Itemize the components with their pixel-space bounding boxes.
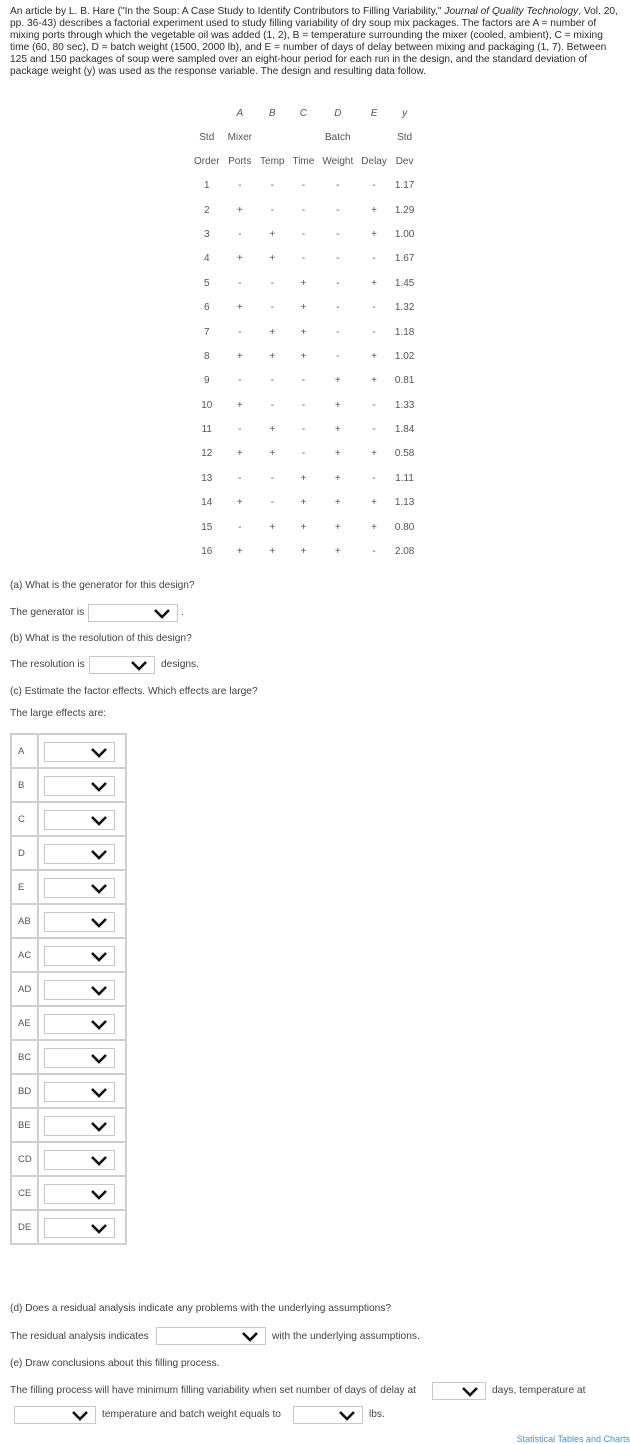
residual-label: The residual analysis indicates: [10, 1331, 149, 1342]
table-cell: 6: [204, 302, 210, 314]
table-cell: Batch: [325, 132, 351, 143]
table-cell: 1.32: [394, 302, 415, 314]
effect-label: AC: [11, 938, 38, 972]
table-cell: -: [336, 228, 340, 240]
table-cell: B: [268, 108, 276, 119]
table-cell: -: [372, 180, 376, 192]
table-cell: +: [236, 253, 243, 265]
chevron-down-icon: [90, 883, 108, 894]
effect-cell: [38, 1176, 126, 1210]
effect-row: [11, 1142, 126, 1176]
table-cell: +: [371, 448, 377, 460]
table-row: [190, 394, 418, 418]
chevron-down-icon: [90, 1121, 108, 1132]
table-cell: -: [270, 399, 274, 411]
chevron-down-icon: [90, 1155, 108, 1166]
table-cell: +: [371, 497, 377, 509]
table-cell: Weight: [322, 156, 354, 167]
table-cell: +: [334, 521, 341, 533]
table-cell: +: [300, 326, 307, 338]
table-cell: +: [371, 375, 377, 387]
table-cell: -: [336, 180, 340, 192]
effect-label: AD: [11, 972, 38, 1006]
table-row: [190, 369, 418, 393]
table-cell: -: [238, 180, 242, 192]
effect-row: [11, 1108, 126, 1142]
table-cell: Ports: [228, 156, 252, 167]
table-cell: [256, 126, 288, 150]
table-row: [190, 223, 418, 247]
table-cell: +: [269, 350, 276, 362]
table-cell: Std: [397, 132, 413, 143]
table-cell: [357, 126, 391, 150]
chevron-down-icon: [90, 951, 108, 962]
table-cell: +: [300, 277, 307, 289]
table-cell: -: [238, 228, 242, 240]
effect-cell: [38, 802, 126, 836]
table-cell: -: [336, 326, 340, 338]
effect-label: AB: [11, 904, 38, 938]
table-cell: +: [300, 302, 307, 314]
table-cell: +: [300, 546, 307, 558]
effect-row: [11, 870, 126, 904]
table-cell: -: [238, 521, 242, 533]
effect-row: [11, 1074, 126, 1108]
table-cell: +: [371, 350, 377, 362]
table-cell: +: [236, 497, 243, 509]
table-cell: y: [402, 108, 408, 119]
effect-cell: [38, 1040, 126, 1074]
effect-row: [11, 1176, 126, 1210]
table-cell: -: [372, 399, 376, 411]
effect-cell: [38, 836, 126, 870]
effect-label: C: [11, 802, 38, 836]
table-cell: +: [334, 375, 341, 387]
table-cell: -: [238, 472, 242, 484]
effect-row: [11, 802, 126, 836]
chevron-down-icon: [90, 747, 108, 758]
table-cell: +: [334, 497, 341, 509]
table-cell: 7: [204, 326, 210, 338]
table-cell: +: [269, 521, 276, 533]
table-cell: [288, 126, 318, 150]
table-cell: 3: [204, 228, 210, 240]
table-cell: 1.67: [394, 253, 415, 265]
design-table: [190, 102, 418, 564]
table-cell: 1.00: [394, 228, 415, 240]
table-cell: +: [269, 546, 276, 558]
table-cell: 4: [204, 253, 210, 265]
table-row: [190, 198, 418, 222]
table-cell: E: [370, 108, 378, 119]
effects-table: [10, 733, 127, 1245]
chevron-down-icon: [461, 1386, 479, 1397]
question-d: (d) Does a residual analysis indicate any problems with the underlying assumptions?: [10, 1303, 392, 1314]
effect-cell: [38, 1210, 126, 1244]
table-cell: -: [270, 472, 274, 484]
table-cell: +: [269, 253, 276, 265]
table-cell: +: [371, 521, 377, 533]
table-cell: -: [336, 350, 340, 362]
table-cell: +: [371, 228, 377, 240]
table-cell: -: [301, 204, 306, 216]
effect-label: B: [11, 768, 38, 802]
table-cell: 0.80: [394, 521, 415, 533]
effect-row: [11, 904, 126, 938]
table-cell: 9: [204, 375, 210, 387]
table-cell: +: [236, 204, 243, 216]
table-cell: +: [236, 399, 243, 411]
table-cell: [190, 102, 224, 126]
effect-cell: [38, 1074, 126, 1108]
table-row: [190, 272, 418, 296]
chevron-down-icon: [90, 1223, 108, 1234]
table-cell: A: [236, 108, 244, 119]
table-cell: +: [334, 399, 341, 411]
table-cell: +: [300, 350, 307, 362]
table-cell: -: [270, 204, 274, 216]
table-cell: Time: [292, 156, 315, 167]
effect-cell: [38, 972, 126, 1006]
effect-label: BD: [11, 1074, 38, 1108]
table-cell: 15: [201, 521, 213, 533]
effect-row: [11, 938, 126, 972]
table-cell: +: [236, 302, 243, 314]
table-row: [190, 126, 418, 150]
chevron-down-icon: [241, 1331, 259, 1342]
temperature-select[interactable]: [14, 1406, 96, 1424]
table-cell: -: [301, 424, 306, 436]
table-cell: 0.81: [394, 375, 415, 387]
table-cell: 12: [201, 448, 213, 460]
table-cell: Temp: [260, 156, 285, 167]
table-cell: +: [334, 546, 341, 558]
chevron-down-icon: [90, 1087, 108, 1098]
table-cell: +: [371, 277, 377, 289]
table-cell: -: [336, 253, 340, 265]
table-cell: -: [372, 472, 376, 484]
journal-title: Journal of Quality Technology: [444, 6, 579, 17]
table-cell: -: [372, 326, 376, 338]
table-cell: -: [270, 277, 274, 289]
table-cell: -: [301, 253, 306, 265]
table-cell: 1.02: [394, 350, 415, 362]
effect-label: DE: [11, 1210, 38, 1244]
table-cell: +: [269, 448, 276, 460]
chevron-down-icon: [90, 781, 108, 792]
chevron-down-icon: [338, 1410, 356, 1421]
conclusion-part1: The filling process will have minimum filling variability when set number of days of delay at: [10, 1385, 416, 1396]
chevron-down-icon: [153, 608, 171, 619]
problem-statement: An article by L. B. Hare ("In the Soup: A Case Study to Identify Contributors to Filling Variability," Journal of Quality Technology, Vol. 20, pp. 36-43) describes a factorial experiment used to study filling variability of dry soup mix packages. The factors are A = number of mixing ports through which the vegetable oil was added (1, 2), B = temperature surrounding the mixer (cooled, ambient), C = mixing time (60, 80 sec), D = batch weight (1500, 2000 lb), and E = number of days of delay between mixing and packaging (1, 7). Between 125 and 150 packages of soup were sampled over an eight-hour period for each run in the design, and the standard deviation of package weight (y) was used as the response variable. The design and resulting data follow.: [10, 6, 618, 77]
question-a: (a) What is the generator for this design?: [10, 580, 195, 591]
effect-cell: [38, 870, 126, 904]
table-cell: -: [372, 253, 376, 265]
effect-cell: [38, 938, 126, 972]
table-cell: 1.45: [394, 277, 415, 289]
effect-select[interactable]: [44, 1082, 115, 1102]
table-cell: 0.58: [394, 448, 415, 460]
table-cell: 1.33: [394, 399, 415, 411]
effect-row: [11, 734, 126, 768]
chevron-down-icon: [90, 1189, 108, 1200]
question-b: (b) What is the resolution of this design?: [10, 633, 192, 644]
batch-weight-select[interactable]: [293, 1406, 363, 1424]
table-cell: +: [300, 472, 307, 484]
chevron-down-icon: [90, 1053, 108, 1064]
effect-select[interactable]: [44, 1116, 115, 1136]
table-cell: 13: [201, 472, 213, 484]
question-e: (e) Draw conclusions about this filling process.: [10, 1358, 220, 1369]
table-cell: 1.17: [394, 180, 415, 192]
table-cell: +: [300, 497, 307, 509]
effect-row: [11, 1040, 126, 1074]
table-cell: +: [334, 424, 341, 436]
table-cell: -: [270, 497, 274, 509]
residual-select[interactable]: [156, 1327, 266, 1345]
generator-label: The generator is: [10, 607, 85, 618]
effect-select[interactable]: [44, 1014, 115, 1034]
table-row: [190, 150, 418, 174]
effect-row: [11, 1210, 126, 1244]
effect-row: [11, 836, 126, 870]
effect-cell: [38, 1006, 126, 1040]
table-cell: 8: [204, 350, 210, 362]
table-row: [190, 174, 418, 198]
table-cell: -: [270, 180, 274, 192]
effect-cell: [38, 768, 126, 802]
table-row: [190, 320, 418, 344]
effect-label: D: [11, 836, 38, 870]
table-cell: +: [269, 228, 276, 240]
table-row: [190, 102, 418, 126]
table-cell: Delay: [361, 156, 387, 167]
effect-select[interactable]: [44, 1184, 115, 1204]
table-cell: 5: [204, 277, 210, 289]
table-cell: 1.18: [394, 326, 415, 338]
table-cell: -: [238, 424, 242, 436]
residual-suffix: with the underlying assumptions.: [272, 1331, 420, 1342]
table-cell: +: [334, 448, 341, 460]
table-cell: 2: [204, 204, 210, 216]
table-cell: 1: [204, 180, 210, 192]
effect-row: [11, 768, 126, 802]
effect-select[interactable]: [44, 742, 115, 762]
table-cell: -: [336, 302, 340, 314]
table-row: [190, 515, 418, 539]
table-cell: -: [372, 302, 376, 314]
effect-select[interactable]: [44, 878, 115, 898]
table-cell: -: [301, 448, 306, 460]
table-cell: +: [236, 448, 243, 460]
effect-label: A: [11, 734, 38, 768]
table-cell: -: [372, 424, 376, 436]
table-cell: 16: [201, 546, 213, 558]
chevron-down-icon: [130, 660, 148, 671]
table-cell: -: [270, 302, 274, 314]
effect-select[interactable]: [44, 946, 115, 966]
effect-label: CD: [11, 1142, 38, 1176]
table-cell: -: [336, 277, 340, 289]
effect-row: [11, 972, 126, 1006]
table-cell: -: [238, 277, 242, 289]
table-cell: -: [301, 228, 306, 240]
table-cell: Mixer: [227, 132, 253, 143]
effect-label: BC: [11, 1040, 38, 1074]
delay-select[interactable]: [432, 1382, 486, 1400]
generator-period: .: [181, 607, 184, 618]
table-cell: -: [238, 326, 242, 338]
table-row: [190, 442, 418, 466]
effect-select[interactable]: [44, 776, 115, 796]
conclusion-part2: days, temperature at: [492, 1385, 586, 1396]
table-cell: 1.29: [394, 204, 415, 216]
table-row: [190, 247, 418, 271]
effect-cell: [38, 1142, 126, 1176]
conclusion-part4: lbs.: [369, 1409, 385, 1420]
table-cell: +: [236, 350, 243, 362]
chevron-down-icon: [90, 985, 108, 996]
table-cell: Std: [199, 132, 215, 143]
table-row: [190, 418, 418, 442]
table-cell: 1.11: [395, 472, 414, 484]
table-cell: 11: [201, 424, 212, 436]
effect-label: E: [11, 870, 38, 904]
effect-label: AE: [11, 1006, 38, 1040]
effect-select[interactable]: [44, 1048, 115, 1068]
table-cell: +: [371, 204, 377, 216]
table-cell: C: [299, 108, 308, 119]
chevron-down-icon: [90, 849, 108, 860]
effect-label: CE: [11, 1176, 38, 1210]
effect-select[interactable]: [44, 844, 115, 864]
statistical-tables-link[interactable]: Statistical Tables and Charts: [516, 1434, 630, 1444]
table-cell: -: [238, 375, 242, 387]
table-cell: D: [334, 108, 342, 119]
table-row: [190, 540, 418, 564]
effect-select[interactable]: [44, 980, 115, 1000]
conclusion-part3: temperature and batch weight equals to: [102, 1409, 281, 1420]
chevron-down-icon: [90, 917, 108, 928]
effect-cell: [38, 1108, 126, 1142]
table-cell: +: [269, 326, 276, 338]
effect-select[interactable]: [44, 912, 115, 932]
table-cell: Order: [194, 156, 220, 167]
table-cell: -: [301, 180, 306, 192]
table-cell: +: [334, 472, 341, 484]
table-row: [190, 491, 418, 515]
table-cell: Dev: [395, 156, 414, 167]
table-cell: -: [270, 375, 274, 387]
effect-cell: [38, 904, 126, 938]
table-cell: -: [301, 375, 306, 387]
chevron-down-icon: [90, 815, 108, 826]
effect-select[interactable]: [44, 810, 115, 830]
table-cell: -: [301, 399, 306, 411]
table-cell: 14: [201, 497, 213, 509]
generator-select[interactable]: [88, 604, 178, 622]
table-cell: +: [300, 521, 307, 533]
effect-row: [11, 1006, 126, 1040]
table-cell: +: [236, 546, 243, 558]
effect-select[interactable]: [44, 1218, 115, 1238]
table-cell: 1.84: [394, 424, 415, 436]
table-row: [190, 467, 418, 491]
effect-cell: [38, 734, 126, 768]
table-row: [190, 345, 418, 369]
question-c: (c) Estimate the factor effects. Which effects are large?: [10, 686, 258, 697]
resolution-select[interactable]: [89, 656, 155, 674]
resolution-label: The resolution is: [10, 659, 85, 670]
effect-select[interactable]: [44, 1150, 115, 1170]
chevron-down-icon: [90, 1019, 108, 1030]
large-effects-label: The large effects are:: [10, 708, 107, 719]
resolution-suffix: designs.: [161, 659, 199, 670]
table-cell: -: [336, 204, 340, 216]
effect-label: BE: [11, 1108, 38, 1142]
table-cell: +: [269, 424, 276, 436]
table-cell: 2.08: [394, 546, 415, 558]
table-cell: -: [372, 546, 376, 558]
table-cell: 10: [201, 399, 213, 411]
chevron-down-icon: [71, 1410, 89, 1421]
table-row: [190, 296, 418, 320]
table-cell: 1.13: [394, 497, 415, 509]
